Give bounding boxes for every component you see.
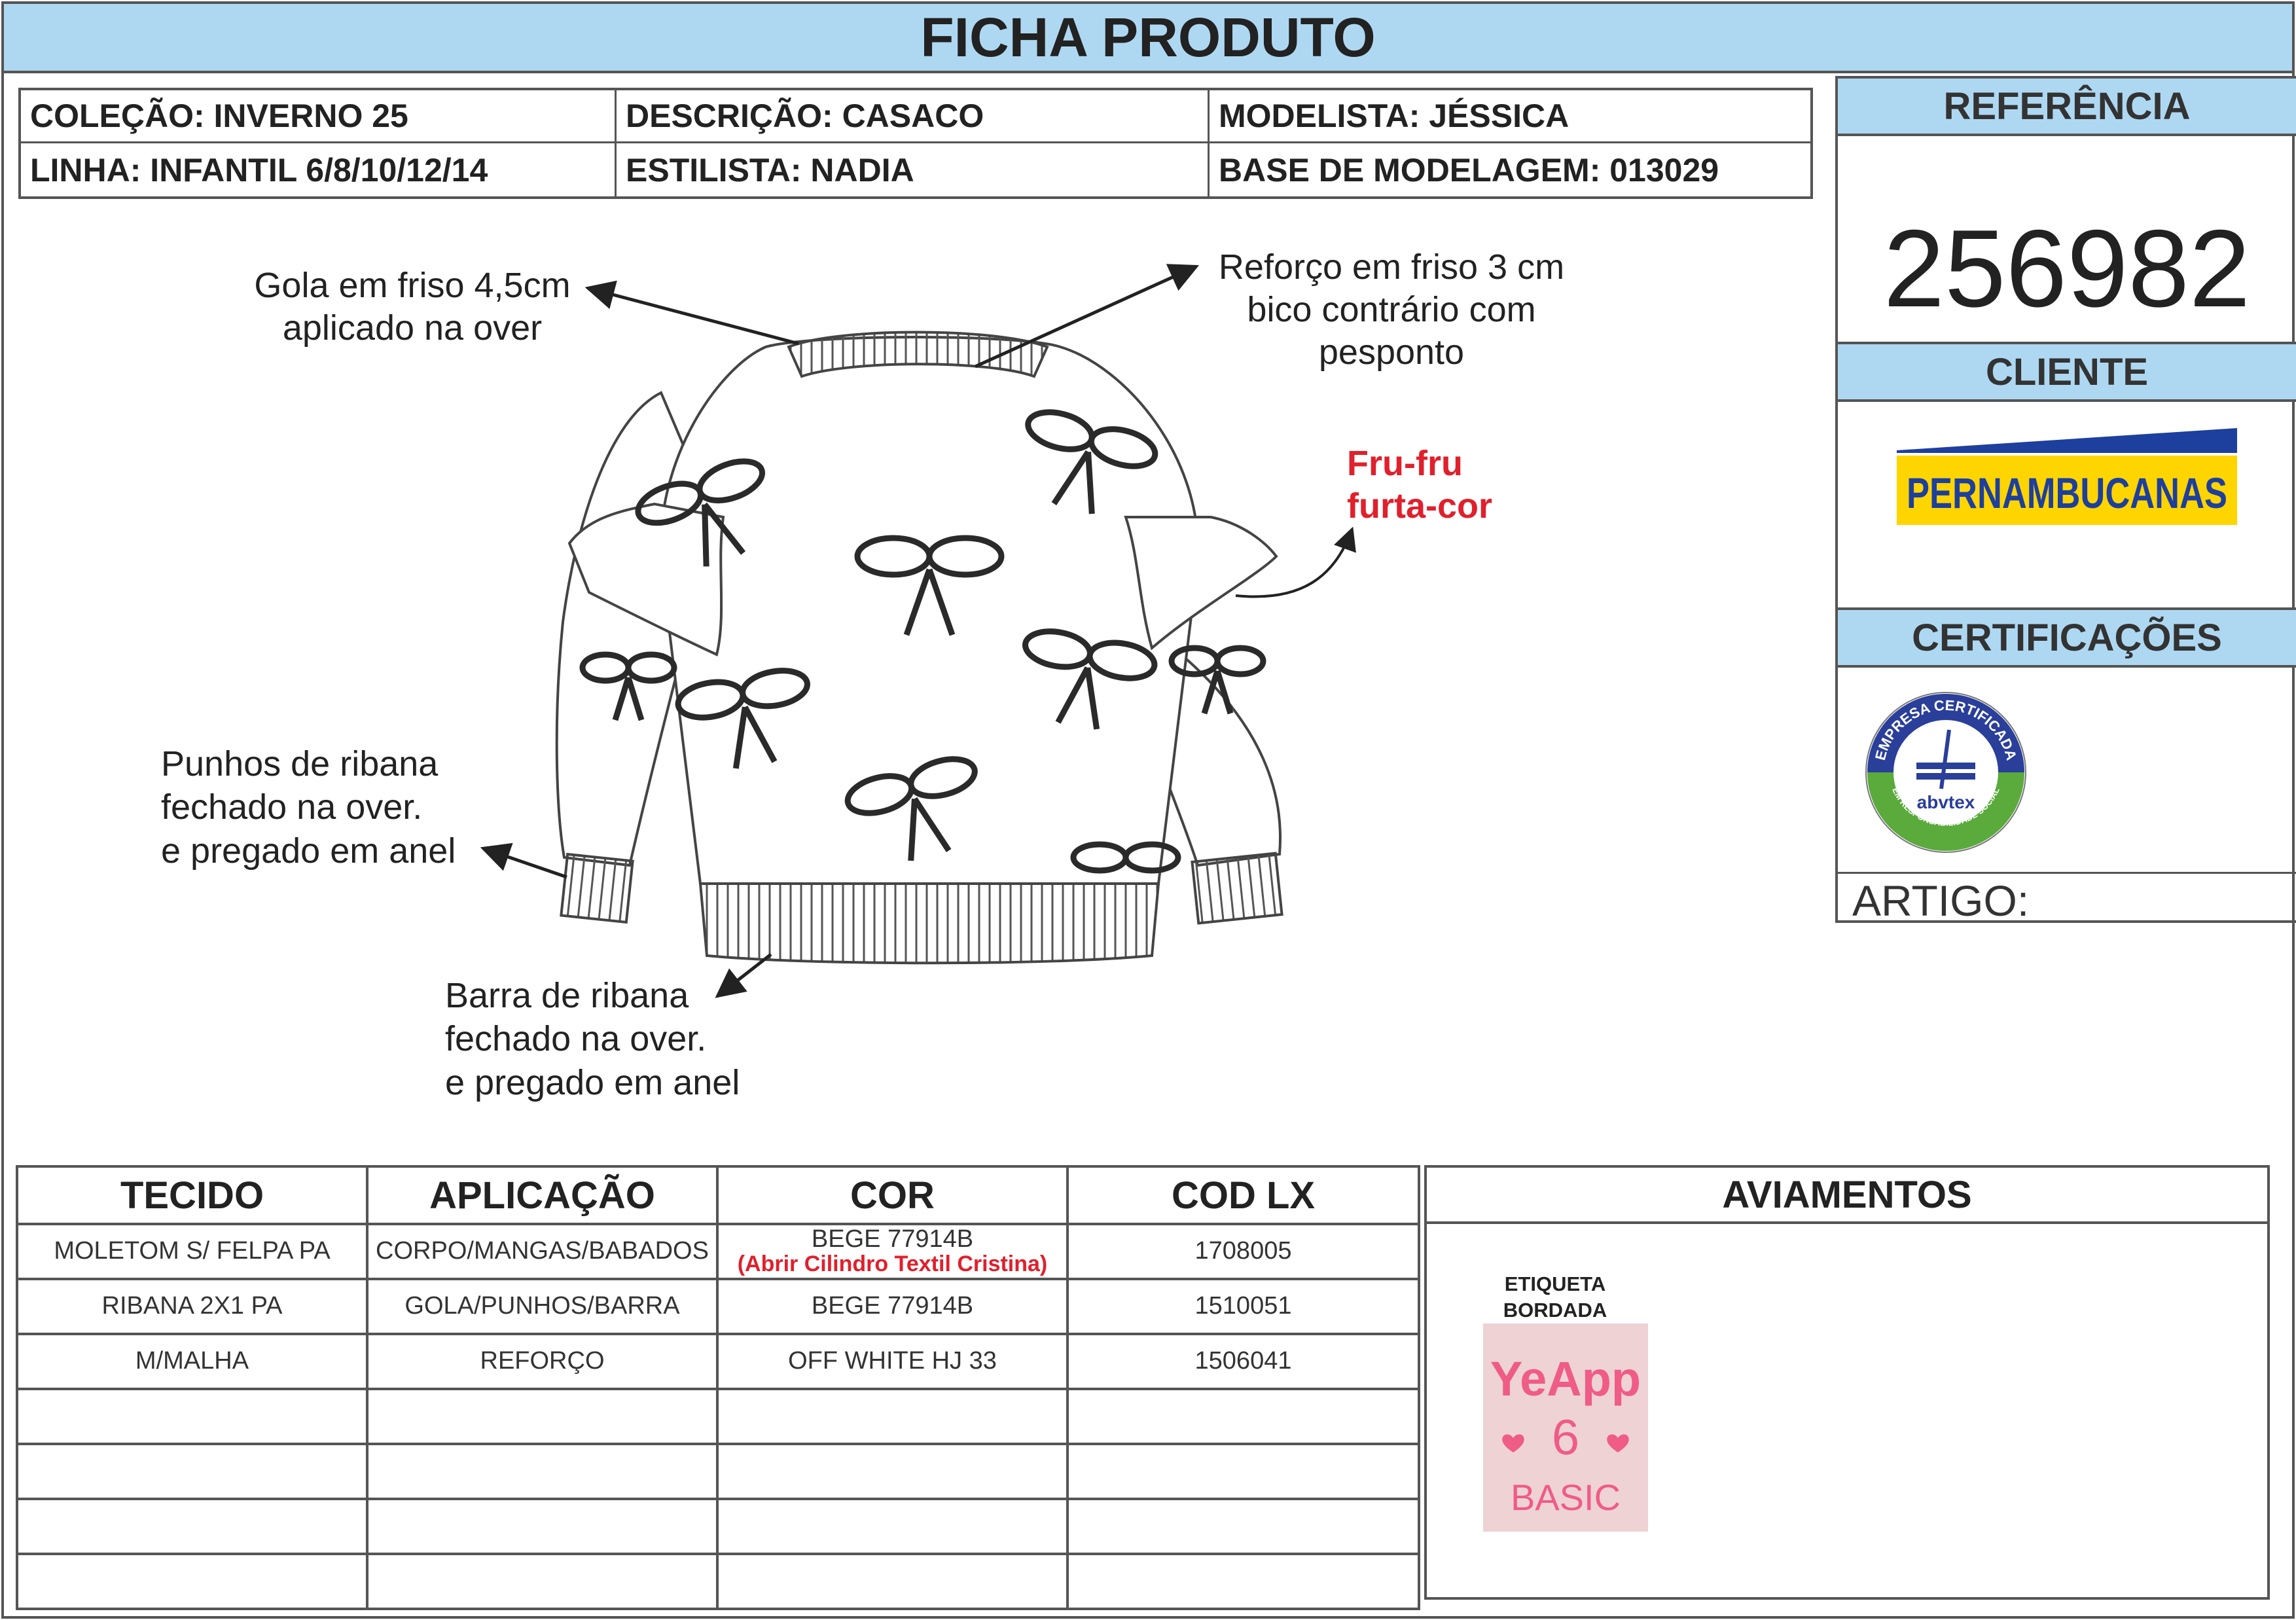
- cell-tecido: [17, 1444, 367, 1499]
- artigo-label: ARTIGO:: [1852, 876, 2030, 925]
- table-row: [17, 1499, 1419, 1554]
- linha-field: LINHA: INFANTIL 6/8/10/12/14: [21, 143, 617, 196]
- cell-cod: [1067, 1554, 1419, 1609]
- cell-aplicacao: [367, 1444, 717, 1499]
- cell-cod: [1067, 1444, 1419, 1499]
- annotation-reforco-line: Reforço em friso 3 cm: [1218, 247, 1565, 287]
- annotation-punhos-line: fechado na over.: [161, 787, 423, 827]
- etiqueta-caption-line: BORDADA: [1503, 1299, 1607, 1322]
- arrow-punhos: [483, 848, 567, 877]
- descricao-field: DESCRIÇÃO: CASACO: [617, 90, 1210, 143]
- col-cor: COR: [717, 1166, 1067, 1224]
- estilista-field: ESTILISTA: NADIA: [617, 143, 1210, 196]
- colecao-field: COLEÇÃO: INVERNO 25: [21, 90, 617, 143]
- annotation-punhos-line: Punhos de ribana: [161, 744, 439, 783]
- cliente-header: CLIENTE: [1838, 342, 2296, 402]
- annotation-barra-line: Barra de ribana: [445, 976, 689, 1015]
- cell-cor: [717, 1224, 1067, 1279]
- table-row: [17, 1389, 1419, 1444]
- referencia-value: 256982: [1883, 206, 2251, 330]
- cell-aplicacao: REFORÇO: [367, 1334, 717, 1389]
- cell-tecido: RIBANA 2X1 PA: [17, 1279, 367, 1334]
- arrow-gola: [588, 288, 798, 344]
- table-row: [17, 1334, 1419, 1389]
- fabric-table: [16, 1165, 1420, 1610]
- annotation-reforco-line: bico contrário com: [1247, 289, 1536, 329]
- cell-tecido: [17, 1389, 367, 1444]
- annotation-gola-line: Gola em friso 4,5cm: [254, 266, 571, 305]
- annotation-barra-line: fechado na over.: [445, 1019, 707, 1059]
- cliente-logo-text: PERNAMBUCANAS: [1907, 469, 2227, 517]
- col-cod-lx: COD LX: [1067, 1166, 1419, 1224]
- etiqueta-brand: YeApp: [1490, 1352, 1641, 1406]
- cell-cor: BEGE 77914B: [717, 1279, 1067, 1334]
- etiqueta-basic: BASIC: [1510, 1477, 1621, 1518]
- cell-tecido: MOLETOM S/ FELPA PA: [17, 1224, 367, 1279]
- cell-cor: [717, 1499, 1067, 1554]
- col-aplicacao: APLICAÇÃO: [367, 1166, 717, 1224]
- cell-cor: [717, 1389, 1067, 1444]
- hem-band: [700, 884, 1158, 963]
- etiqueta-size: 6: [1551, 1410, 1580, 1466]
- aviamentos-box: [1424, 1165, 2270, 1600]
- arrow-barra: [717, 954, 771, 996]
- annotation-frufru-line: Fru-fru: [1347, 444, 1463, 483]
- cell-cod: 1510051: [1067, 1279, 1419, 1334]
- cell-aplicacao: [367, 1499, 717, 1554]
- aviamentos-title: AVIAMENTOS: [1427, 1168, 2267, 1224]
- seal-top-text: EMPRESA CERTIFICADA: [1871, 696, 2020, 763]
- cell-aplicacao: [367, 1554, 717, 1609]
- cell-cor: OFF WHITE HJ 33: [717, 1334, 1067, 1389]
- seal-bottom-text: EM RESPONSABILIDADE SOCIAL: [1890, 785, 2001, 828]
- right-cuff: [1192, 854, 1282, 924]
- cor-value: BEGE 77914B: [811, 1225, 974, 1253]
- fabric-table-header: [17, 1166, 1419, 1224]
- cell-aplicacao: CORPO/MANGAS/BABADOS: [367, 1224, 717, 1279]
- certificacoes-header: CERTIFICAÇÕES: [1838, 607, 2296, 668]
- cell-cor: [717, 1554, 1067, 1609]
- cell-cor: [717, 1444, 1067, 1499]
- annotation-gola-line: aplicado na over: [282, 308, 543, 348]
- base-modelagem-field: BASE DE MODELAGEM: 013029: [1219, 151, 1719, 189]
- cell-aplicacao: [367, 1389, 717, 1444]
- right-ruffle: [1126, 517, 1276, 648]
- annotation-punhos-line: e pregado em anel: [161, 831, 456, 871]
- referencia-header: REFERÊNCIA: [1838, 79, 2296, 136]
- seal-brand: abvtex: [1916, 792, 1975, 812]
- annotation-reforco-line: pesponto: [1318, 332, 1465, 372]
- cell-tecido: [17, 1499, 367, 1554]
- annotation-frufru-line: furta-cor: [1347, 486, 1493, 526]
- table-row: [17, 1554, 1419, 1609]
- left-cuff: [561, 854, 632, 922]
- arrow-reforco: [975, 266, 1196, 367]
- cell-cod: [1067, 1499, 1419, 1554]
- cell-cod: 1708005: [1067, 1224, 1419, 1279]
- col-tecido: TECIDO: [17, 1166, 367, 1224]
- cell-cod: 1506041: [1067, 1334, 1419, 1389]
- cor-note: (Abrir Cilindro Textil Cristina): [737, 1251, 1048, 1277]
- table-row: [17, 1224, 1419, 1279]
- cell-cod: [1067, 1389, 1419, 1444]
- annotation-barra-line: e pregado em anel: [445, 1062, 740, 1102]
- cell-tecido: M/MALHA: [17, 1334, 367, 1389]
- table-row: [17, 1444, 1419, 1499]
- etiqueta-bordada-image: [1483, 1323, 1648, 1532]
- garment-body: [660, 337, 1198, 884]
- cell-aplicacao: GOLA/PUNHOS/BARRA: [367, 1279, 717, 1334]
- page-title: FICHA PRODUTO: [1, 1, 2295, 73]
- table-row: [17, 1279, 1419, 1334]
- modelista-field: MODELISTA: JÉSSICA: [1210, 90, 1810, 143]
- cell-tecido: [17, 1554, 367, 1609]
- etiqueta-caption-line: ETIQUETA: [1504, 1272, 1606, 1295]
- etiqueta-caption: [1477, 1271, 1634, 1324]
